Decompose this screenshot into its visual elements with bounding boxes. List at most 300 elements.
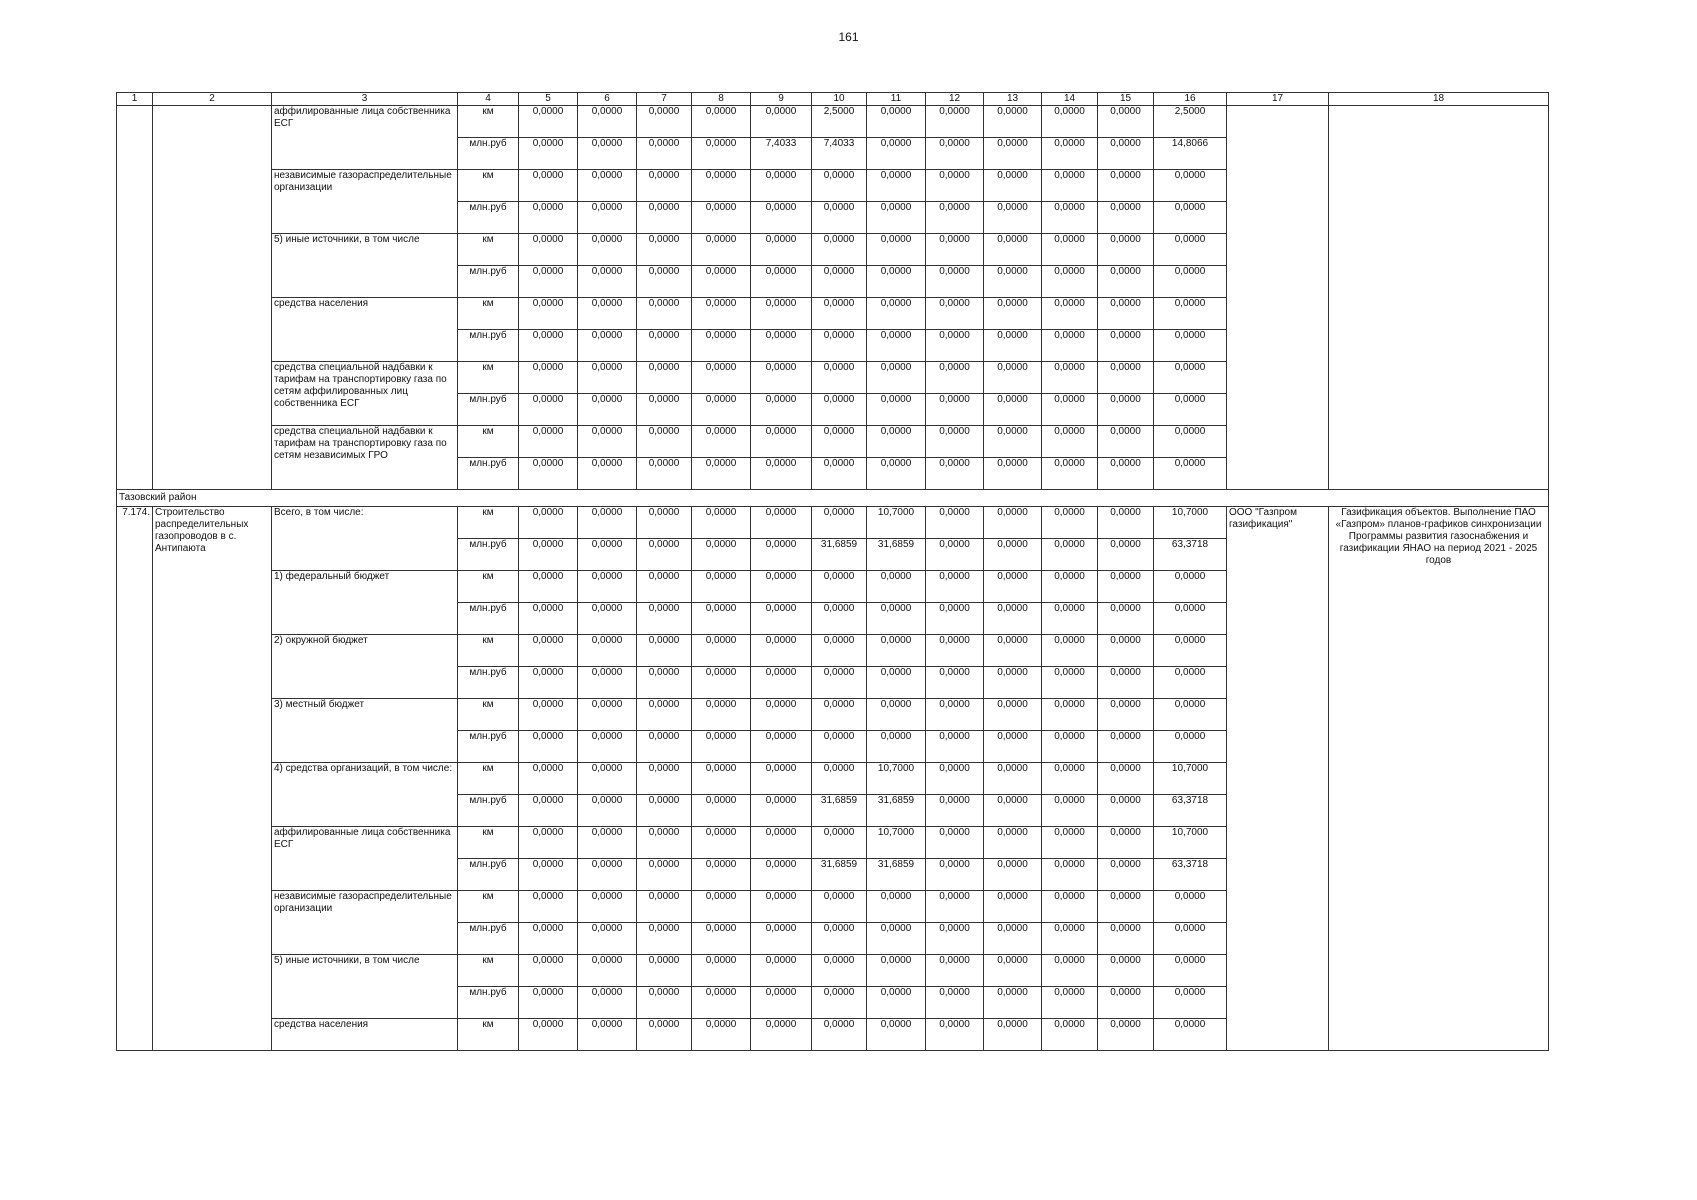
value-cell: 0,0000: [926, 458, 984, 490]
value-cell: 0,0000: [692, 955, 751, 987]
value-cell: 0,0000: [984, 955, 1042, 987]
value-cell: 0,0000: [926, 635, 984, 667]
value-cell: 0,0000: [1098, 202, 1154, 234]
value-cell: 63,3718: [1154, 795, 1227, 827]
value-cell: 0,0000: [926, 923, 984, 955]
value-cell: 0,0000: [812, 891, 867, 923]
value-cell: 0,0000: [867, 106, 926, 138]
funding-source: 4) средства организаций, в том числе:: [272, 763, 458, 827]
value-cell: 0,0000: [1098, 1019, 1154, 1051]
program-table: [116, 92, 1549, 1051]
unit-cell: млн.руб: [458, 539, 519, 571]
value-cell: 0,0000: [692, 891, 751, 923]
value-cell: 0,0000: [637, 266, 692, 298]
value-cell: 0,0000: [812, 394, 867, 426]
value-cell: 0,0000: [984, 827, 1042, 859]
value-cell: 0,0000: [578, 394, 637, 426]
value-cell: 0,0000: [984, 458, 1042, 490]
value-cell: 0,0000: [637, 923, 692, 955]
value-cell: 0,0000: [1154, 362, 1227, 394]
value-cell: 0,0000: [519, 699, 578, 731]
funding-source: 1) федеральный бюджет: [272, 571, 458, 635]
value-cell: 0,0000: [926, 202, 984, 234]
value-cell: 0,0000: [812, 507, 867, 539]
column-number: 6: [578, 93, 637, 106]
unit-cell: км: [458, 699, 519, 731]
column-number: 2: [153, 93, 272, 106]
value-cell: 0,0000: [984, 330, 1042, 362]
value-cell: 0,0000: [637, 394, 692, 426]
value-cell: 0,0000: [1098, 170, 1154, 202]
value-cell: 0,0000: [751, 955, 812, 987]
value-cell: 0,0000: [984, 266, 1042, 298]
column-number: 16: [1154, 93, 1227, 106]
value-cell: 0,0000: [867, 955, 926, 987]
value-cell: 0,0000: [519, 234, 578, 266]
value-cell: 0,0000: [637, 603, 692, 635]
value-cell: 0,0000: [578, 539, 637, 571]
value-cell: 0,0000: [751, 426, 812, 458]
value-cell: 0,0000: [1042, 571, 1098, 603]
value-cell: 0,0000: [637, 1019, 692, 1051]
value-cell: 0,0000: [519, 106, 578, 138]
value-cell: 0,0000: [1042, 699, 1098, 731]
value-cell: 0,0000: [1154, 891, 1227, 923]
value-cell: 0,0000: [926, 394, 984, 426]
basis: Газификация объектов. Выполнение ПАО «Газпром» планов-графиков синхронизации Программы развития газоснабжения и газификации ЯНАО на период 2021 - 2025 годов: [1329, 507, 1549, 1051]
value-cell: 0,0000: [812, 202, 867, 234]
value-cell: 0,0000: [1042, 507, 1098, 539]
value-cell: 0,0000: [519, 891, 578, 923]
value-cell: 0,0000: [812, 362, 867, 394]
value-cell: 0,0000: [692, 507, 751, 539]
value-cell: 0,0000: [1042, 763, 1098, 795]
value-cell: 0,0000: [519, 362, 578, 394]
value-cell: 0,0000: [751, 539, 812, 571]
value-cell: 0,0000: [578, 298, 637, 330]
value-cell: 0,0000: [519, 266, 578, 298]
value-cell: 0,0000: [1042, 458, 1098, 490]
value-cell: 0,0000: [984, 603, 1042, 635]
value-cell: 0,0000: [867, 138, 926, 170]
value-cell: 10,7000: [1154, 763, 1227, 795]
value-cell: 0,0000: [1042, 667, 1098, 699]
value-cell: 0,0000: [637, 987, 692, 1019]
value-cell: 0,0000: [984, 202, 1042, 234]
column-number: 14: [1042, 93, 1098, 106]
executor: ООО "Газпром газификация": [1227, 507, 1329, 1051]
section-title: Тазовский район: [117, 490, 1549, 507]
value-cell: 0,0000: [1154, 426, 1227, 458]
value-cell: 0,0000: [867, 1019, 926, 1051]
value-cell: 0,0000: [1098, 106, 1154, 138]
value-cell: 0,0000: [751, 170, 812, 202]
value-cell: 0,0000: [751, 1019, 812, 1051]
value-cell: 0,0000: [637, 955, 692, 987]
value-cell: 0,0000: [984, 106, 1042, 138]
value-cell: 0,0000: [692, 106, 751, 138]
value-cell: 10,7000: [867, 507, 926, 539]
funding-source: 5) иные источники, в том числе: [272, 955, 458, 1019]
value-cell: 0,0000: [1154, 987, 1227, 1019]
value-cell: 0,0000: [751, 763, 812, 795]
value-cell: 0,0000: [1042, 170, 1098, 202]
value-cell: 0,0000: [519, 987, 578, 1019]
value-cell: 0,0000: [578, 827, 637, 859]
value-cell: 0,0000: [1098, 394, 1154, 426]
value-cell: 0,0000: [1042, 426, 1098, 458]
value-cell: 0,0000: [926, 266, 984, 298]
value-cell: 0,0000: [812, 1019, 867, 1051]
value-cell: 0,0000: [867, 234, 926, 266]
value-cell: 0,0000: [926, 170, 984, 202]
value-cell: 31,6859: [812, 539, 867, 571]
value-cell: 0,0000: [751, 362, 812, 394]
value-cell: 0,0000: [751, 795, 812, 827]
value-cell: 0,0000: [1098, 891, 1154, 923]
value-cell: 0,0000: [984, 699, 1042, 731]
unit-cell: млн.руб: [458, 987, 519, 1019]
value-cell: 0,0000: [751, 827, 812, 859]
value-cell: 2,5000: [1154, 106, 1227, 138]
funding-source: 2) окружной бюджет: [272, 635, 458, 699]
column-number: 12: [926, 93, 984, 106]
value-cell: 0,0000: [867, 731, 926, 763]
unit-cell: км: [458, 507, 519, 539]
value-cell: 0,0000: [637, 426, 692, 458]
value-cell: 0,0000: [519, 170, 578, 202]
value-cell: 0,0000: [519, 827, 578, 859]
value-cell: 0,0000: [812, 923, 867, 955]
value-cell: 0,0000: [637, 699, 692, 731]
funding-source: средства специальной надбавки к тарифам на транспортировку газа по сетям аффилированных лиц собственника ЕСГ: [272, 362, 458, 426]
value-cell: 0,0000: [1098, 763, 1154, 795]
value-cell: 0,0000: [1098, 635, 1154, 667]
funding-source: аффилированные лица собственника ЕСГ: [272, 827, 458, 891]
executor-cell: [1227, 106, 1329, 490]
value-cell: 0,0000: [1098, 426, 1154, 458]
value-cell: 0,0000: [578, 603, 637, 635]
value-cell: 0,0000: [926, 603, 984, 635]
value-cell: 0,0000: [1042, 298, 1098, 330]
value-cell: 0,0000: [1154, 394, 1227, 426]
value-cell: 0,0000: [637, 827, 692, 859]
value-cell: 0,0000: [578, 987, 637, 1019]
page-number: 161: [838, 30, 859, 44]
value-cell: 0,0000: [812, 667, 867, 699]
value-cell: 0,0000: [926, 955, 984, 987]
value-cell: 0,0000: [1098, 731, 1154, 763]
unit-cell: км: [458, 362, 519, 394]
value-cell: 0,0000: [1098, 987, 1154, 1019]
value-cell: 7,4033: [751, 138, 812, 170]
value-cell: 0,0000: [519, 795, 578, 827]
unit-cell: км: [458, 170, 519, 202]
value-cell: 0,0000: [578, 923, 637, 955]
value-cell: 0,0000: [1154, 330, 1227, 362]
value-cell: 0,0000: [751, 571, 812, 603]
value-cell: 0,0000: [578, 507, 637, 539]
value-cell: 0,0000: [1042, 635, 1098, 667]
value-cell: 0,0000: [984, 571, 1042, 603]
column-number: 7: [637, 93, 692, 106]
value-cell: 31,6859: [867, 859, 926, 891]
value-cell: 0,0000: [812, 458, 867, 490]
value-cell: 0,0000: [1098, 795, 1154, 827]
value-cell: 10,7000: [1154, 507, 1227, 539]
value-cell: 0,0000: [1042, 795, 1098, 827]
value-cell: 0,0000: [1098, 699, 1154, 731]
column-number: 1: [117, 93, 153, 106]
value-cell: 0,0000: [519, 923, 578, 955]
value-cell: 0,0000: [812, 330, 867, 362]
value-cell: 0,0000: [1098, 667, 1154, 699]
value-cell: 0,0000: [1098, 330, 1154, 362]
value-cell: 0,0000: [984, 507, 1042, 539]
column-number: 18: [1329, 93, 1549, 106]
value-cell: 0,0000: [1042, 827, 1098, 859]
value-cell: 2,5000: [812, 106, 867, 138]
value-cell: 0,0000: [1042, 138, 1098, 170]
value-cell: 0,0000: [984, 362, 1042, 394]
item-name-cell: [153, 106, 272, 490]
value-cell: 0,0000: [692, 138, 751, 170]
value-cell: 0,0000: [519, 507, 578, 539]
column-number: 3: [272, 93, 458, 106]
unit-cell: млн.руб: [458, 731, 519, 763]
value-cell: 0,0000: [578, 763, 637, 795]
value-cell: 0,0000: [578, 859, 637, 891]
value-cell: 0,0000: [867, 330, 926, 362]
value-cell: 0,0000: [1098, 507, 1154, 539]
value-cell: 0,0000: [926, 507, 984, 539]
unit-cell: км: [458, 763, 519, 795]
value-cell: 0,0000: [1098, 827, 1154, 859]
value-cell: 0,0000: [637, 635, 692, 667]
unit-cell: млн.руб: [458, 266, 519, 298]
value-cell: 0,0000: [519, 635, 578, 667]
value-cell: 0,0000: [578, 667, 637, 699]
unit-cell: км: [458, 571, 519, 603]
value-cell: 0,0000: [519, 763, 578, 795]
column-number: 15: [1098, 93, 1154, 106]
funding-source: средства населения: [272, 1019, 458, 1051]
value-cell: 0,0000: [1042, 923, 1098, 955]
value-cell: 0,0000: [984, 394, 1042, 426]
value-cell: 0,0000: [1154, 458, 1227, 490]
value-cell: 0,0000: [692, 827, 751, 859]
value-cell: 0,0000: [692, 987, 751, 1019]
value-cell: 0,0000: [637, 330, 692, 362]
value-cell: 0,0000: [926, 426, 984, 458]
value-cell: 0,0000: [926, 106, 984, 138]
value-cell: 0,0000: [751, 667, 812, 699]
value-cell: 0,0000: [751, 394, 812, 426]
unit-cell: км: [458, 955, 519, 987]
unit-cell: млн.руб: [458, 859, 519, 891]
value-cell: 0,0000: [1042, 394, 1098, 426]
value-cell: 0,0000: [578, 138, 637, 170]
value-cell: 0,0000: [751, 987, 812, 1019]
value-cell: 0,0000: [867, 202, 926, 234]
unit-cell: км: [458, 635, 519, 667]
value-cell: 0,0000: [519, 458, 578, 490]
funding-source: средства населения: [272, 298, 458, 362]
value-cell: 0,0000: [751, 202, 812, 234]
value-cell: 0,0000: [692, 202, 751, 234]
value-cell: 0,0000: [637, 795, 692, 827]
value-cell: 0,0000: [519, 426, 578, 458]
value-cell: 0,0000: [1154, 298, 1227, 330]
value-cell: 0,0000: [519, 603, 578, 635]
value-cell: 0,0000: [751, 266, 812, 298]
value-cell: 0,0000: [751, 458, 812, 490]
value-cell: 0,0000: [1042, 330, 1098, 362]
value-cell: 0,0000: [578, 571, 637, 603]
value-cell: 0,0000: [1042, 362, 1098, 394]
value-cell: 0,0000: [1154, 635, 1227, 667]
unit-cell: км: [458, 891, 519, 923]
value-cell: 0,0000: [812, 763, 867, 795]
value-cell: 0,0000: [812, 298, 867, 330]
value-cell: 31,6859: [812, 859, 867, 891]
value-cell: 0,0000: [926, 571, 984, 603]
value-cell: 0,0000: [692, 603, 751, 635]
value-cell: 0,0000: [1098, 234, 1154, 266]
funding-source: независимые газораспределительные организации: [272, 891, 458, 955]
value-cell: 0,0000: [692, 571, 751, 603]
unit-cell: км: [458, 426, 519, 458]
value-cell: 0,0000: [1098, 362, 1154, 394]
value-cell: 0,0000: [578, 891, 637, 923]
value-cell: 0,0000: [637, 202, 692, 234]
value-cell: 0,0000: [519, 859, 578, 891]
value-cell: 0,0000: [637, 298, 692, 330]
value-cell: 0,0000: [984, 298, 1042, 330]
value-cell: 0,0000: [984, 234, 1042, 266]
value-cell: 0,0000: [692, 795, 751, 827]
value-cell: 0,0000: [812, 987, 867, 1019]
value-cell: 0,0000: [867, 987, 926, 1019]
unit-cell: млн.руб: [458, 603, 519, 635]
value-cell: 0,0000: [692, 458, 751, 490]
value-cell: 0,0000: [578, 795, 637, 827]
value-cell: 0,0000: [692, 394, 751, 426]
column-number: 9: [751, 93, 812, 106]
value-cell: 0,0000: [578, 699, 637, 731]
value-cell: 0,0000: [751, 603, 812, 635]
value-cell: 0,0000: [751, 106, 812, 138]
value-cell: 0,0000: [1042, 202, 1098, 234]
value-cell: 0,0000: [578, 234, 637, 266]
value-cell: 0,0000: [812, 170, 867, 202]
value-cell: 0,0000: [926, 667, 984, 699]
value-cell: 0,0000: [926, 138, 984, 170]
value-cell: 0,0000: [1154, 571, 1227, 603]
value-cell: 0,0000: [751, 891, 812, 923]
value-cell: 0,0000: [692, 667, 751, 699]
value-cell: 0,0000: [637, 539, 692, 571]
value-cell: 0,0000: [519, 571, 578, 603]
value-cell: 0,0000: [578, 731, 637, 763]
value-cell: 0,0000: [867, 667, 926, 699]
funding-source: независимые газораспределительные организации: [272, 170, 458, 234]
value-cell: 0,0000: [578, 1019, 637, 1051]
funding-source: аффилированные лица собственника ЕСГ: [272, 106, 458, 170]
value-cell: 0,0000: [984, 426, 1042, 458]
value-cell: 0,0000: [692, 635, 751, 667]
value-cell: 0,0000: [1154, 699, 1227, 731]
value-cell: 0,0000: [867, 923, 926, 955]
value-cell: 0,0000: [984, 923, 1042, 955]
value-cell: 0,0000: [637, 106, 692, 138]
value-cell: 0,0000: [751, 923, 812, 955]
value-cell: 0,0000: [1042, 266, 1098, 298]
value-cell: 0,0000: [1098, 571, 1154, 603]
value-cell: 0,0000: [637, 859, 692, 891]
value-cell: 0,0000: [578, 170, 637, 202]
unit-cell: млн.руб: [458, 330, 519, 362]
value-cell: 0,0000: [637, 507, 692, 539]
column-number: 4: [458, 93, 519, 106]
value-cell: 0,0000: [692, 170, 751, 202]
unit-cell: млн.руб: [458, 458, 519, 490]
value-cell: 0,0000: [692, 362, 751, 394]
value-cell: 0,0000: [867, 426, 926, 458]
value-cell: 0,0000: [1042, 1019, 1098, 1051]
table-row: [117, 507, 1549, 539]
value-cell: 0,0000: [751, 859, 812, 891]
value-cell: 0,0000: [984, 170, 1042, 202]
value-cell: 0,0000: [926, 362, 984, 394]
value-cell: 0,0000: [926, 859, 984, 891]
value-cell: 0,0000: [812, 731, 867, 763]
value-cell: 0,0000: [926, 795, 984, 827]
unit-cell: млн.руб: [458, 667, 519, 699]
unit-cell: млн.руб: [458, 138, 519, 170]
value-cell: 0,0000: [751, 635, 812, 667]
value-cell: 0,0000: [637, 763, 692, 795]
value-cell: 0,0000: [812, 234, 867, 266]
unit-cell: млн.руб: [458, 795, 519, 827]
value-cell: 0,0000: [984, 1019, 1042, 1051]
value-cell: 0,0000: [637, 731, 692, 763]
value-cell: 0,0000: [812, 699, 867, 731]
value-cell: 0,0000: [1098, 603, 1154, 635]
value-cell: 0,0000: [519, 955, 578, 987]
funding-source: средства специальной надбавки к тарифам на транспортировку газа по сетям независимых ГРО: [272, 426, 458, 490]
value-cell: 0,0000: [926, 234, 984, 266]
value-cell: 0,0000: [1042, 955, 1098, 987]
value-cell: 0,0000: [926, 731, 984, 763]
value-cell: 0,0000: [867, 603, 926, 635]
value-cell: 0,0000: [812, 955, 867, 987]
value-cell: 0,0000: [637, 170, 692, 202]
value-cell: 0,0000: [1098, 923, 1154, 955]
value-cell: 0,0000: [984, 539, 1042, 571]
unit-cell: км: [458, 827, 519, 859]
value-cell: 0,0000: [1042, 234, 1098, 266]
value-cell: 0,0000: [812, 426, 867, 458]
unit-cell: км: [458, 1019, 519, 1051]
value-cell: 0,0000: [692, 699, 751, 731]
value-cell: 0,0000: [1098, 539, 1154, 571]
value-cell: 0,0000: [1154, 1019, 1227, 1051]
value-cell: 0,0000: [812, 827, 867, 859]
value-cell: 0,0000: [812, 603, 867, 635]
value-cell: 0,0000: [578, 362, 637, 394]
value-cell: 0,0000: [692, 923, 751, 955]
